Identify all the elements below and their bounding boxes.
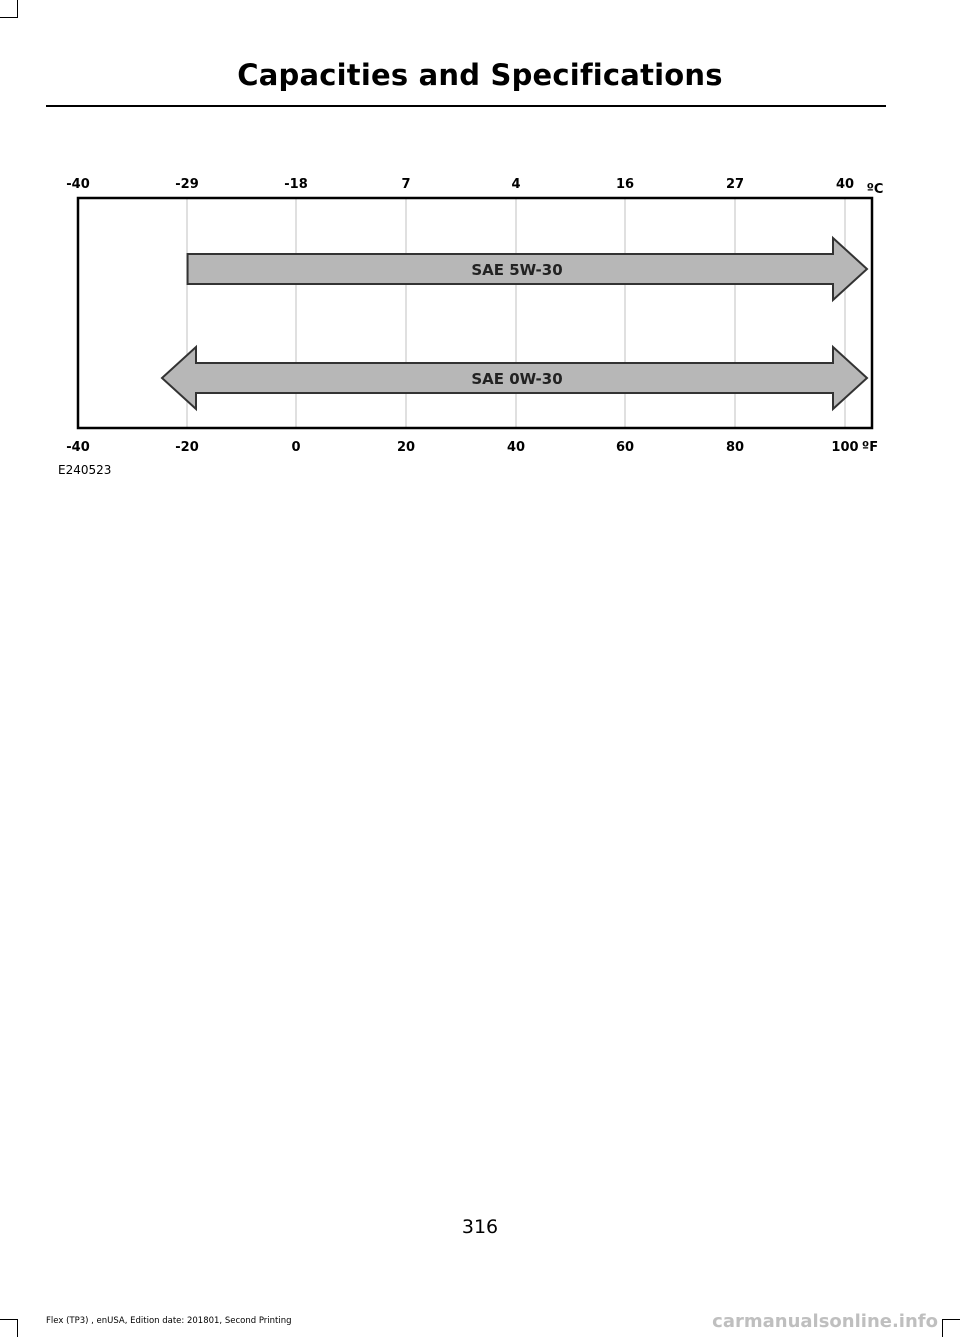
fahrenheit-tick-label: -20 bbox=[175, 440, 199, 455]
fahrenheit-axis bbox=[66, 440, 858, 455]
fahrenheit-unit-label: ºF bbox=[861, 440, 879, 455]
fahrenheit-tick-label: -40 bbox=[66, 440, 90, 455]
header-rule bbox=[46, 105, 886, 107]
chart-svg bbox=[0, 160, 960, 490]
page-title: Capacities and Specifications bbox=[237, 58, 723, 92]
fahrenheit-tick-label: 40 bbox=[506, 440, 526, 455]
celsius-axis bbox=[66, 177, 854, 192]
crop-mark bbox=[17, 0, 18, 18]
footer-edition: Flex (TP3) , enUSA, Edition date: 201801, Second Printing bbox=[46, 1316, 292, 1326]
crop-mark bbox=[0, 17, 18, 18]
celsius-tick-label: 16 bbox=[615, 177, 635, 192]
celsius-tick-label: -40 bbox=[66, 177, 90, 192]
viscosity-range-label: SAE 0W-30 bbox=[471, 370, 563, 388]
celsius-unit-label: ºC bbox=[866, 182, 884, 197]
crop-mark bbox=[942, 1319, 943, 1337]
oil-viscosity-chart bbox=[0, 160, 960, 490]
celsius-tick-label: 4 bbox=[511, 177, 521, 192]
fahrenheit-tick-label: 0 bbox=[291, 440, 301, 455]
crop-mark bbox=[942, 1319, 960, 1320]
fahrenheit-tick-label: 80 bbox=[725, 440, 745, 455]
bars-layer bbox=[162, 238, 867, 409]
celsius-tick-label: 27 bbox=[725, 177, 745, 192]
watermark: carmanualsonline.info bbox=[712, 1311, 938, 1332]
crop-mark bbox=[0, 1319, 18, 1320]
figure-id: E240523 bbox=[58, 463, 112, 477]
crop-mark bbox=[17, 1319, 18, 1337]
celsius-tick-label: 7 bbox=[401, 177, 411, 192]
celsius-tick-label: -18 bbox=[284, 177, 308, 192]
fahrenheit-tick-label: 100 bbox=[831, 440, 859, 455]
fahrenheit-tick-label: 60 bbox=[615, 440, 635, 455]
viscosity-range-label: SAE 5W-30 bbox=[471, 261, 563, 279]
fahrenheit-tick-label: 20 bbox=[396, 440, 416, 455]
page-number: 316 bbox=[461, 1216, 499, 1238]
celsius-tick-label: -29 bbox=[175, 177, 199, 192]
celsius-tick-label: 40 bbox=[835, 177, 855, 192]
